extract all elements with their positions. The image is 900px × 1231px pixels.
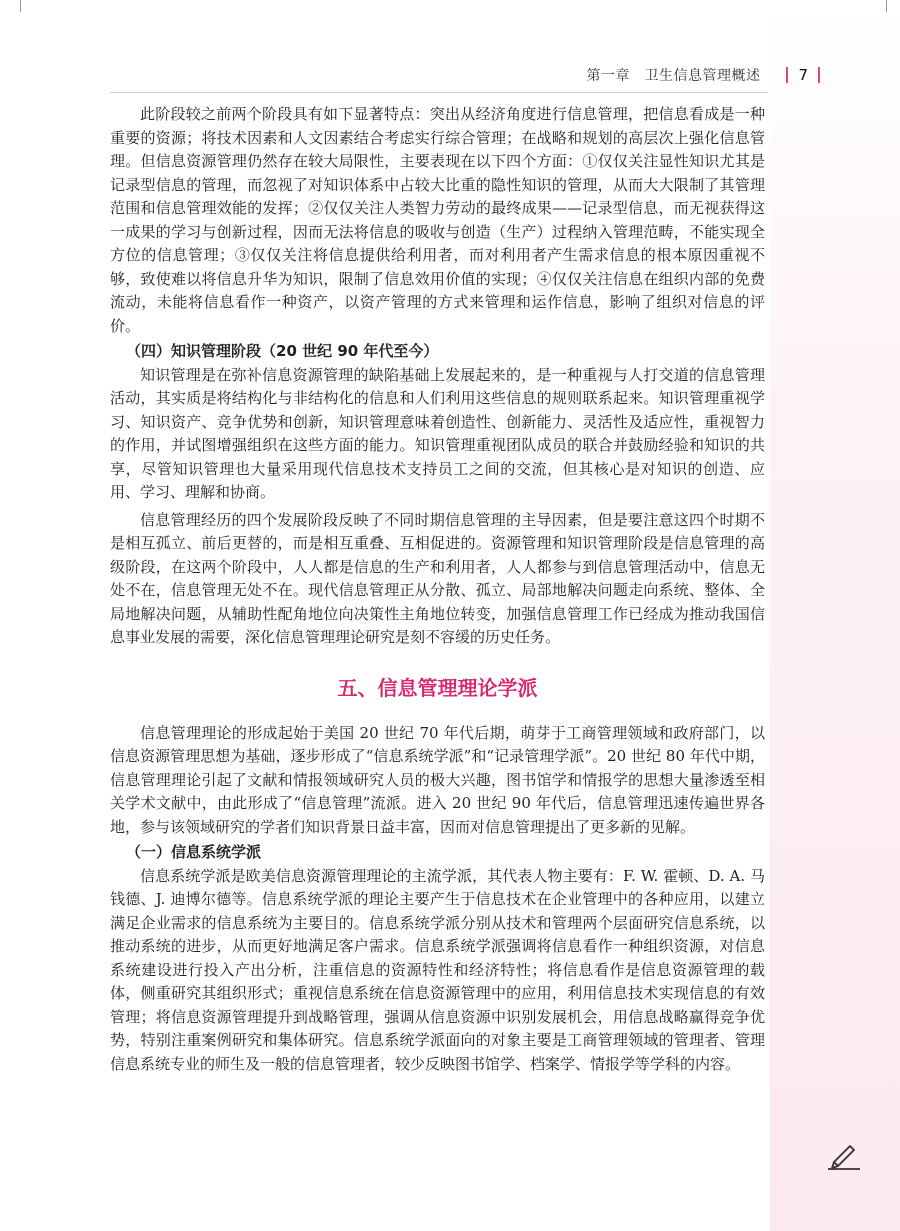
- crop-mark-left: [20, 0, 21, 12]
- paragraph: 信息管理理论的形成起始于美国 20 世纪 70 年代后期，萌芽于工商管理领域和政府部门，以信息资源管理思想为基础，逐步形成了“信息系统学派”和“记录管理学派”。20 世纪 80 年代中期，信息管理理论引起了文献和情报领域研究人员的极大兴趣，图书馆学和情报学的思想大量渗透至相关学术文献中，由此形成了“信息管理”流派。进入 20 世纪 90 年代后，信息管理迅速传遍世界各地，参与该领域研究的学者们知识背景日益丰富，因而对信息管理提出了更多新的见解。: [110, 723, 765, 836]
- paragraph: 知识管理是在弥补信息资源管理的缺陷基础上发展起来的，是一种重视与人打交道的信息管理活动，其实质是将结构化与非结构化的信息和人们利用这些信息的规则联系起来。知识管理重视学习、知识资产、竞争优势和创新，知识管理意味着创造性、创新能力、灵活性及适应性，重视智力的作用，并试图增强组织在这些方面的能力。知识管理重视团队成员的联合并鼓励经验和知识的共享，尽管知识管理也大量采用现代信息技术支持员工之间的交流，但其核心是对知识的创造、应用、学习、理解和协商。: [110, 365, 765, 501]
- page-body: [110, 103, 765, 1076]
- paragraph: 信息管理经历的四个发展阶段反映了不同时期信息管理的主导因素，但是要注意这四个时期不是相互孤立、前后更替的，而是相互重叠、互相促进的。资源管理和知识管理阶段是信息管理的高级阶段，在这两个阶段中，人人都是信息的生产和利用者，人人都参与到信息管理活动中，信息无处不在，信息管理无处不在。现代信息管理正从分散、孤立、局部地解决问题走向系统、整体、全局地解决问题，从辅助性配角地位向决策性主角地位转变，加强信息管理工作已经成为推动我国信息事业发展的需要，深化信息管理理论研究是刻不容缓的历史任务。: [110, 510, 765, 646]
- running-header: [80, 64, 820, 86]
- header-divider-right: [818, 67, 820, 83]
- subsection-heading: （一）信息系统学派: [126, 843, 262, 861]
- page-number: 7: [798, 66, 808, 84]
- chapter-title: 第一章 卫生信息管理概述: [586, 68, 761, 84]
- page-margin-band: [770, 0, 900, 1231]
- header-divider: [786, 67, 788, 83]
- pen-note-icon: [826, 1140, 862, 1170]
- section-heading: 五、信息管理理论学派: [337, 675, 538, 700]
- crop-mark-right: [886, 0, 887, 12]
- paragraph: 此阶段较之前两个阶段具有如下显著特点：突出从经济角度进行信息管理，把信息看成是一种重要的资源；将技术因素和人文因素结合考虑实行综合管理；在战略和规划的高层次上强化信息管理。但信息资源管理仍然存在较大局限性，主要表现在以下四个方面：①仅仅关注显性知识尤其是记录型信息的管理，而忽视了对知识体系中占较大比重的隐性知识的管理，从而大大限制了其管理范围和信息管理效能的发挥；②仅仅关注人类智力劳动的最终成果——记录型信息，而无视获得这一成果的学习与创新过程，因而无法将信息的吸收与创造（生产）过程纳入管理范畴，不能实现全方位的信息管理；③仅仅关注将信息提供给利用者，而对利用者产生需求信息的根本原因重视不够，致使难以将信息升华为知识，限制了信息效用价值的实现；④仅仅关注信息在组织内部的免费流动，未能将信息看作一种资产，以资产管理的方式来管理和运作信息，影响了组织对信息的评价。: [110, 105, 765, 335]
- paragraph: 信息系统学派是欧美信息资源管理理论的主流学派，其代表人物主要有：F. W. 霍顿、D. A. 马钱德、J. 迪博尔德等。信息系统学派的理论主要产生于信息技术在企业管理中的各种应用，以建立满足企业需求的信息系统为主要目的。信息系统学派分别从技术和管理两个层面研究信息系统，以推动系统的进步，从而更好地满足客户需求。信息系统学派强调将信息看作一种组织资源，对信息系统建设进行投入产出分析，注重信息的资源特性和经济特性；将信息看作是信息资源管理的载体，侧重研究其组织形式；重视信息系统在信息资源管理中的应用，利用信息技术实现信息的有效管理；将信息资源管理提升到战略管理，强调从信息资源中识别发展机会，用信息战略赢得竞争优势，特别注重案例研究和集体研究。信息系统学派面向的对象主要是工商管理领域的管理者、管理信息系统专业的师生及一般的信息管理者，较少反映图书馆学、档案学、情报学等学科的内容。: [110, 866, 765, 1073]
- subsection-heading: （四）知识管理阶段（20 世纪 90 年代至今）: [126, 342, 439, 360]
- header-rule: [110, 92, 768, 93]
